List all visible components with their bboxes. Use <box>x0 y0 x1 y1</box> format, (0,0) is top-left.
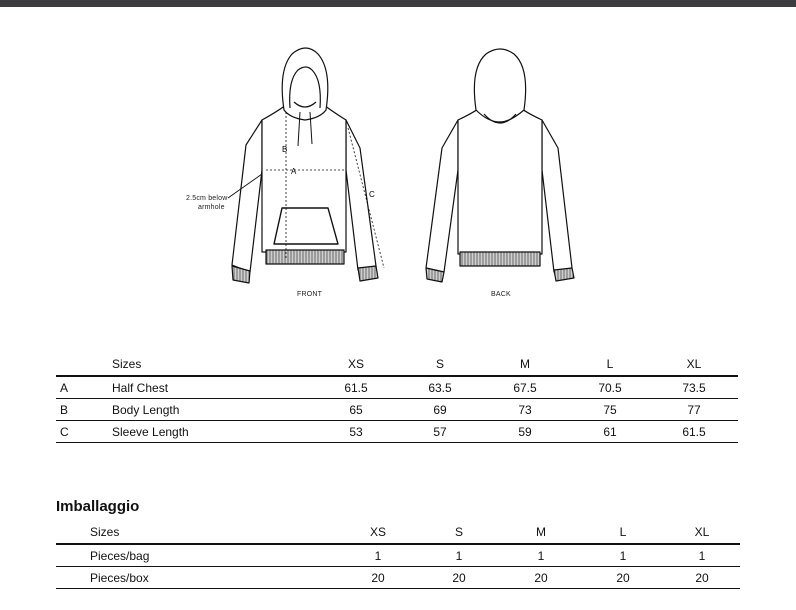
size-header: XS <box>312 353 400 376</box>
size-table-header <box>56 353 738 376</box>
size-header: XL <box>650 353 738 376</box>
table-cell: 77 <box>650 399 738 421</box>
size-header: S <box>400 353 480 376</box>
measure-note-line2: armhole <box>198 204 225 211</box>
packaging-table-header <box>56 521 740 544</box>
table-cell: 57 <box>400 421 480 443</box>
sizes-header: Sizes <box>56 521 338 544</box>
size-table <box>56 353 738 443</box>
table-cell: 75 <box>570 399 650 421</box>
measure-note-line1: 2.5cm below <box>186 195 228 202</box>
table-cell: 1 <box>664 544 740 567</box>
header-code-cell <box>56 353 112 376</box>
table-cell: 53 <box>312 421 400 443</box>
front-caption: FRONT <box>297 291 323 298</box>
row-label: Body Length <box>112 399 312 421</box>
size-header: S <box>418 521 500 544</box>
table-row <box>56 399 738 421</box>
row-label: Half Chest <box>112 376 312 399</box>
table-cell: 1 <box>582 544 664 567</box>
table-cell: 20 <box>418 567 500 589</box>
row-label: Pieces/bag <box>56 544 338 567</box>
row-code: C <box>56 421 112 443</box>
size-header: M <box>480 353 570 376</box>
row-code: B <box>56 399 112 421</box>
packaging-title: Imballaggio <box>56 498 140 515</box>
size-header: L <box>570 353 650 376</box>
table-cell: 20 <box>582 567 664 589</box>
packaging-table <box>56 521 740 589</box>
hoodie-sketch <box>170 40 590 305</box>
hoodie-drawing <box>170 40 590 305</box>
top-bar <box>0 0 796 7</box>
sizes-header: Sizes <box>112 353 312 376</box>
marker-b: B <box>282 145 288 154</box>
table-cell: 67.5 <box>480 376 570 399</box>
marker-a: A <box>291 167 297 176</box>
table-cell: 73 <box>480 399 570 421</box>
size-header: XL <box>664 521 740 544</box>
table-row <box>56 376 738 399</box>
marker-c: C <box>369 190 375 199</box>
size-header: M <box>500 521 582 544</box>
table-cell: 61 <box>570 421 650 443</box>
table-cell: 59 <box>480 421 570 443</box>
table-cell: 63.5 <box>400 376 480 399</box>
table-cell: 20 <box>664 567 740 589</box>
table-cell: 70.5 <box>570 376 650 399</box>
table-cell: 65 <box>312 399 400 421</box>
size-header: XS <box>338 521 418 544</box>
row-label: Sleeve Length <box>112 421 312 443</box>
table-cell: 1 <box>338 544 418 567</box>
front-view <box>228 48 384 283</box>
row-label: Pieces/box <box>56 567 338 589</box>
table-cell: 73.5 <box>650 376 738 399</box>
table-cell: 61.5 <box>650 421 738 443</box>
table-cell: 20 <box>338 567 418 589</box>
table-cell: 69 <box>400 399 480 421</box>
table-row <box>56 544 740 567</box>
table-row <box>56 421 738 443</box>
back-view <box>426 49 574 282</box>
table-row <box>56 567 740 589</box>
back-caption: BACK <box>491 291 511 298</box>
size-header: L <box>582 521 664 544</box>
table-cell: 61.5 <box>312 376 400 399</box>
row-code: A <box>56 376 112 399</box>
table-cell: 1 <box>418 544 500 567</box>
table-cell: 20 <box>500 567 582 589</box>
table-cell: 1 <box>500 544 582 567</box>
